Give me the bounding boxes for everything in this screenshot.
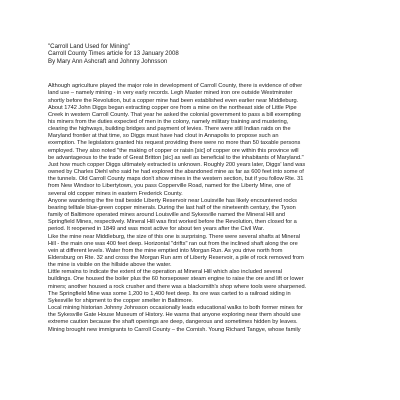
body-text-line: Creek in western Carroll County. That year he asked the colonial government to pass a bill exempting: [48, 111, 301, 118]
body-text-line: Maryland frontier at that time, so Diggs must have had clout in Annapolis to propose such an: [48, 133, 279, 140]
body-text-line: exemption. The legislators granted his request providing there were no more than 50 taxable persons: [48, 140, 301, 147]
body-text-line: buildings. One housed the boiler plus the 60 horsepower steam engine to raise the ore and lift or lower: [48, 276, 304, 283]
body-text-line: Local mining historian Johnny Johnsson occasionally leads educational walks to both former mines for: [48, 305, 303, 312]
body-text-line: employed. They also noted "the making of copper or raisin [sic] of copper ore within this province will: [48, 147, 299, 154]
body-text-line: About 1742 John Diggs began extracting copper ore from a mine on the northeast side of Little Pipe: [48, 104, 297, 111]
body-text-line: several old copper mines in eastern Frederick County.: [48, 190, 183, 197]
article-body: [48, 83, 378, 333]
body-text-line: Mining brought new immigrants to Carroll County – the Cornish. Young Richard Tangye, whose family: [48, 326, 301, 333]
body-text-line: owned by Charles Diehl who said he had explored the abandoned mine as far as 600 feet into some of: [48, 169, 304, 176]
body-text-line: the tunnels. Old Carroll County maps don't show mines in the western section, but if you follow Rte. 31: [48, 176, 304, 183]
body-text-line: The Springfield Mine was some 1,200 to 1,400 feet deep. Its ore was carted to a railroad siding in: [48, 290, 291, 297]
body-text-line: extreme caution because the shaft openings are deep, dangerous and sometimes hidden by leaves.: [48, 319, 298, 326]
body-text-line: Sykesville for shipment to the copper smelter in Baltimore.: [48, 297, 194, 304]
article-title: "Carroll Land Used for Mining": [48, 43, 130, 50]
body-text-line: from New Windsor to Libertytown, you pass Copperville Road, named for the Liberty Mine, one of: [48, 183, 291, 190]
body-text-line: be advantageous to the trade of Great Britton [sic] as well as beneficial to the inhabitants of Maryland.": [48, 154, 304, 161]
body-text-line: clearing the highways, building bridges and payment of levies. There were still Indian raids on the: [48, 126, 291, 133]
body-text-line: the Sykesville Gate House Museum of History. He warns that anyone exploring near them should use: [48, 312, 301, 319]
body-text-line: Anyone wandering the fire trail beside Liberty Reservoir near Louisville has likely encountered rocks: [48, 197, 297, 204]
article-byline: By Mary Ann Ashcraft and Johnny Johnsson: [48, 57, 168, 65]
body-text-line: family of Baltimore operated mines around Louisville and Sykesville named the Mineral Hill and: [48, 212, 286, 219]
body-text-line: period. It reopened in 1849 and was most active for about ten years after the Civil War.: [48, 226, 265, 233]
body-text-line: Springfield Mines, respectively. Mineral Hill was first worked before the Revolution, then closed for a: [48, 219, 297, 226]
body-text-line: Eldersburg on Rte. 32 and cross the Morgan Run arm of Liberty Reservoir, a pile of rock removed from: [48, 254, 304, 261]
body-text-line: vein at different levels. Water from the mine emptied into Morgan Run. As you drive north from: [48, 247, 283, 254]
body-text-line: his miners from the duties expected of men in the colony, namely military training and mustering,: [48, 119, 289, 125]
body-text-line: Like the mine near Middleburg, the size of this one is surprising. There were several shafts at Mineral: [48, 233, 300, 240]
body-text-line: bearing telltale blue-green copper minerals. During the last half of the nineteenth century, the Tyson: [48, 204, 296, 211]
body-text-line: Just how much copper Diggs ultimately extracted is unknown. Roughly 200 years later, Diggs' land was: [48, 161, 306, 168]
body-text-line: Although agriculture played the major role in development of Carroll County, there is evidence of other: [48, 83, 303, 90]
body-text-line: Little remains to indicate the extent of the operation at Mineral Hill which also included several: [48, 269, 282, 276]
body-text-line: land use – namely mining - in very early records. Legh Master mined iron ore outside Westminster: [48, 90, 293, 97]
body-text-line: shortly before the Revolution, but a copper mine had been established even earlier near Middleburg.: [48, 97, 299, 104]
article-source: Carroll County Times article for 13 January 2008: [48, 50, 179, 58]
body-text-line: the mine is visible on the hillside above the water.: [48, 262, 172, 269]
body-text-line: miners; another housed a rock crusher and there was a blacksmith's shop where tools were sharpened.: [48, 283, 307, 290]
body-text-line: Hill - the main one was 400 feet deep. Horizontal "drifts" ran out from the inclined shaft along the ore: [48, 240, 298, 247]
